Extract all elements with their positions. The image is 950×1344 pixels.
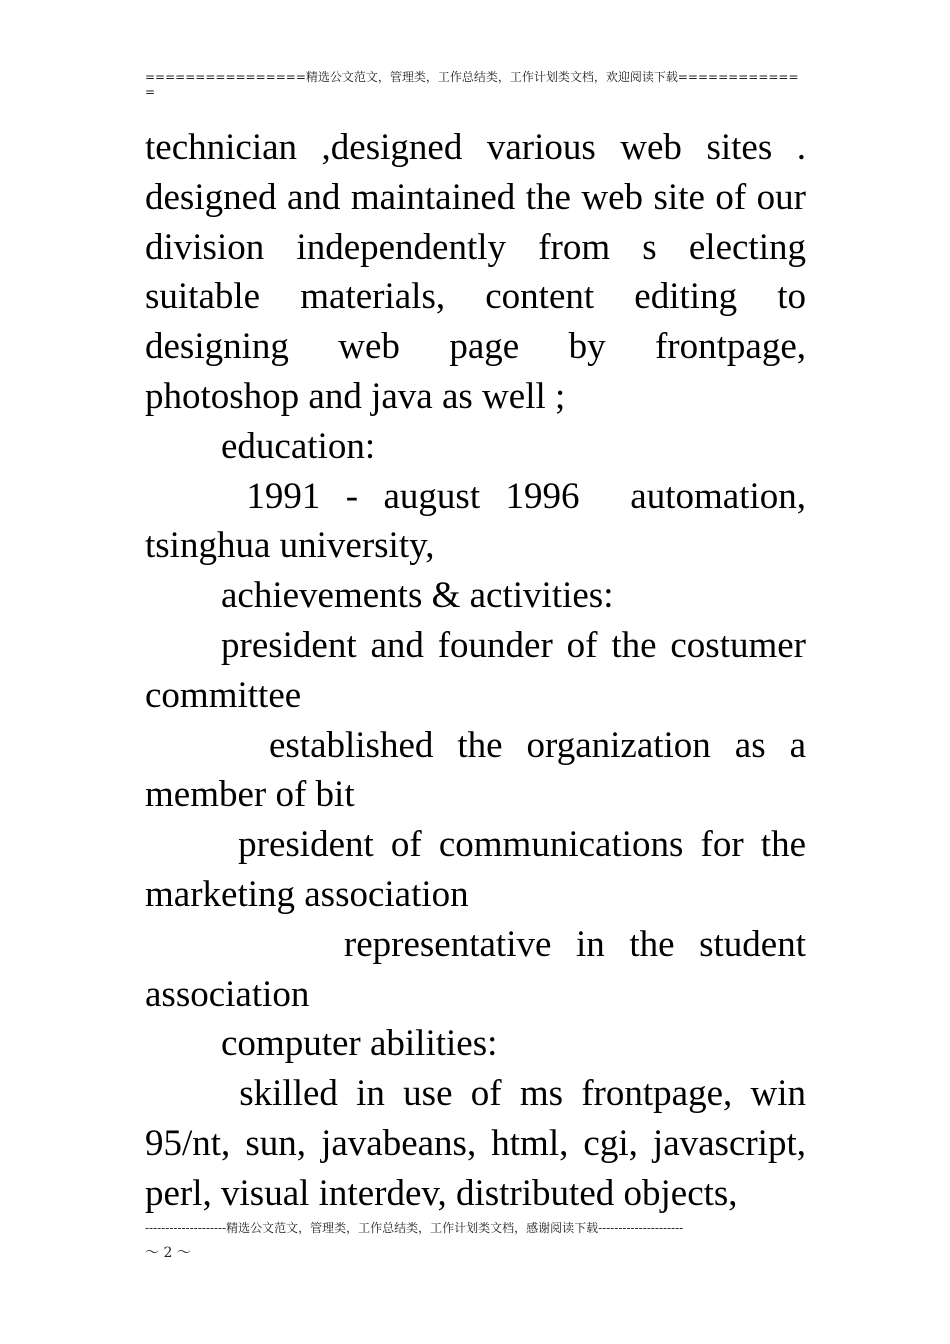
document-body	[145, 123, 816, 1219]
page-number: ～ 2 ～	[145, 1245, 191, 1261]
paragraph-web-experience: technician ,designed various web sites . designed and maintained the web site of our division independently from s electing suitable materials, content editing to designing web page by frontpage, photoshop and java as well ;	[145, 127, 806, 417]
paragraph-computer-skills: skilled in use of ms frontpage, win 95/nt, sun, javabeans, html, cgi, javascript, perl, visual interdev, distributed objects,	[145, 1073, 816, 1214]
heading-computer-abilities: computer abilities:	[221, 1023, 498, 1065]
heading-achievements: achievements & activities:	[221, 575, 614, 617]
paragraph-education-entry: 1991 - august 1996 automation, tsinghua university,	[145, 475, 816, 567]
paragraph-achievement-2: established the organization as a member of bit	[145, 724, 816, 816]
paragraph-achievement-1: president and founder of the costumer committee	[145, 624, 806, 716]
paragraph-achievement-4: representative in the student association	[145, 923, 816, 1015]
paragraph-achievement-3: president of communications for the marketing association	[145, 824, 816, 915]
heading-education: education:	[221, 425, 376, 467]
page-footer: --------------------精选公文范文，管理类，工作总结类，工作计划类文档，感谢阅读下载---------------------	[145, 1221, 684, 1235]
page-header: ================精选公文范文，管理类，工作总结类，工作计划类文档，欢迎阅读下载=============	[145, 70, 799, 99]
